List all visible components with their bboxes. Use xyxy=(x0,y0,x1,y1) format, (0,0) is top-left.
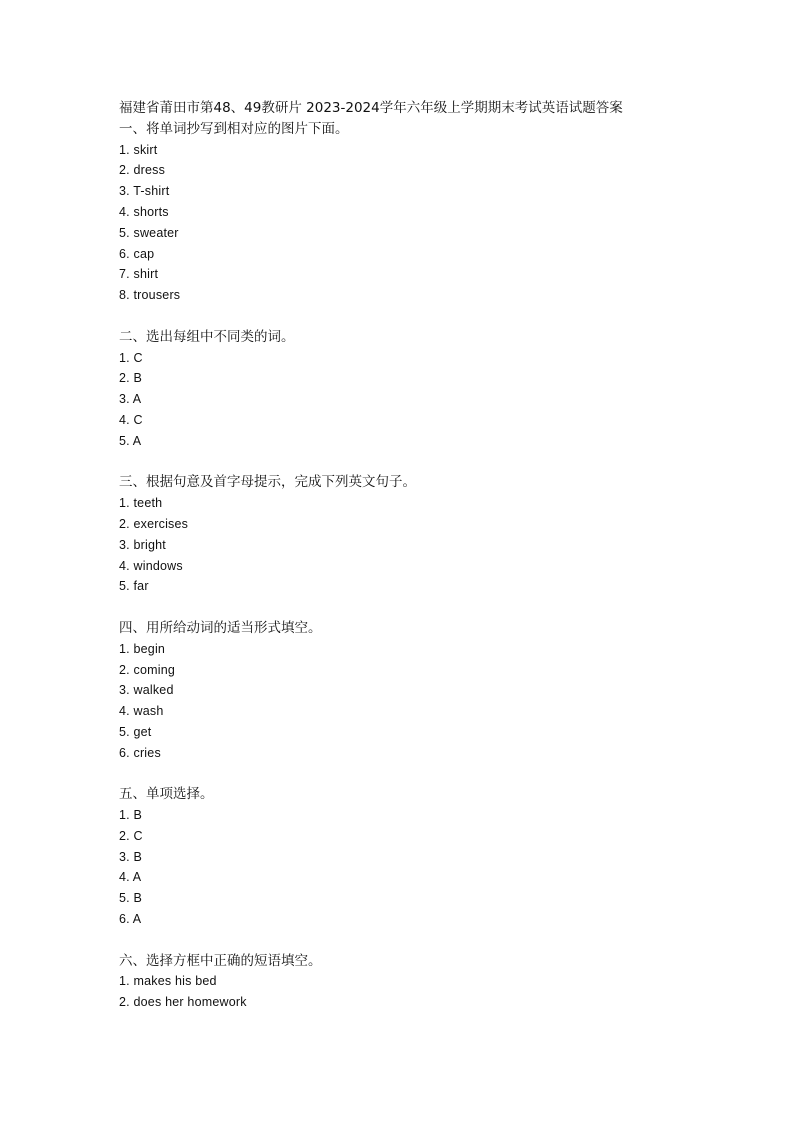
section-1 xyxy=(119,119,719,306)
answer-list xyxy=(119,971,719,1013)
section-2 xyxy=(119,327,719,452)
answer-list xyxy=(119,805,719,930)
answer-item: 3. B xyxy=(119,849,143,864)
section-6 xyxy=(119,951,719,1013)
answer-item: 2. C xyxy=(119,828,143,843)
answer-item: 6. cap xyxy=(119,246,155,261)
answer-item: 2. B xyxy=(119,371,143,386)
section-heading: 四、用所给动词的适当形式填空。 xyxy=(119,619,322,636)
answer-item: 8. trousers xyxy=(119,288,181,303)
answer-item: 5. far xyxy=(119,579,149,594)
section-3 xyxy=(119,472,719,597)
answer-item: 2. exercises xyxy=(119,516,189,531)
answer-item: 5. get xyxy=(119,724,152,739)
answer-item: 2. coming xyxy=(119,662,175,677)
section-heading: 一、将单词抄写到相对应的图片下面。 xyxy=(119,120,349,137)
answer-item: 6. A xyxy=(119,912,142,927)
answer-item: 4. C xyxy=(119,412,143,427)
answer-item: 1. begin xyxy=(119,641,166,656)
answer-item: 5. sweater xyxy=(119,225,179,240)
section-heading: 二、选出每组中不同类的词。 xyxy=(119,328,295,345)
answer-item: 3. walked xyxy=(119,683,174,698)
section-heading: 三、根据句意及首字母提示，完成下列英文句子。 xyxy=(119,474,416,491)
answer-item: 4. wash xyxy=(119,704,164,719)
answer-item: 5. A xyxy=(119,433,142,448)
answer-list xyxy=(119,140,719,306)
answer-item: 4. A xyxy=(119,870,142,885)
answer-item: 6. cries xyxy=(119,745,161,760)
answer-item: 1. teeth xyxy=(119,496,163,511)
document-title: 福建省莆田市第48、49教研片 2023-2024学年六年级上学期期末考试英语试题答案 xyxy=(119,100,623,116)
section-heading: 六、选择方框中正确的短语填空。 xyxy=(119,952,322,969)
answer-item: 4. windows xyxy=(119,558,183,573)
answer-list xyxy=(119,639,719,764)
answer-item: 5. B xyxy=(119,891,143,906)
answer-item: 3. A xyxy=(119,392,142,407)
section-heading: 五、单项选择。 xyxy=(119,786,214,803)
answer-item: 4. shorts xyxy=(119,204,169,219)
answer-item: 7. shirt xyxy=(119,267,159,282)
answer-list xyxy=(119,493,719,597)
answer-item: 2. does her homework xyxy=(119,995,247,1010)
answer-item: 1. makes his bed xyxy=(119,974,217,989)
answer-item: 2. dress xyxy=(119,163,166,178)
section-4 xyxy=(119,618,719,764)
answer-list xyxy=(119,348,719,452)
document-body xyxy=(119,98,719,1013)
answer-item: 1. skirt xyxy=(119,142,158,157)
answer-item: 1. C xyxy=(119,350,143,365)
answer-item: 3. bright xyxy=(119,537,166,552)
answer-item: 1. B xyxy=(119,808,143,823)
answer-item: 3. T-shirt xyxy=(119,184,170,199)
section-5 xyxy=(119,784,719,930)
